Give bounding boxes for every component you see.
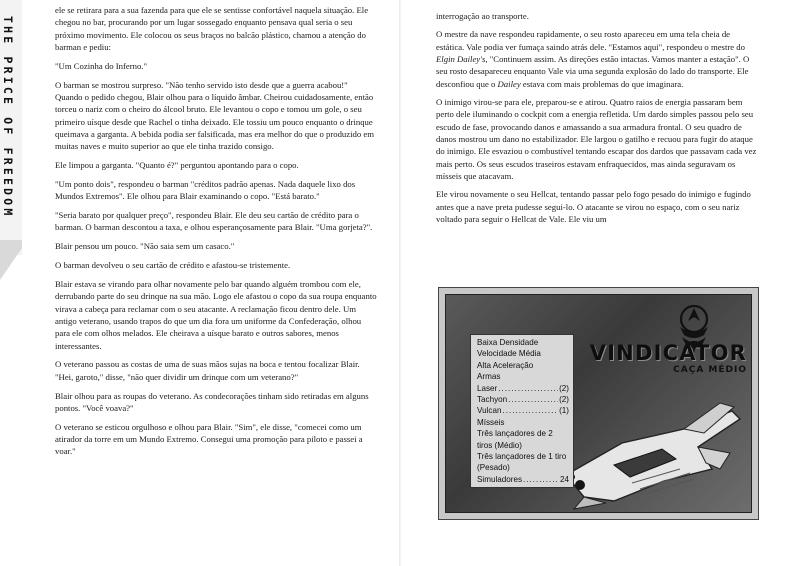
paragraph: Blair olhou para as roupas do veterano. As condecorações tinham sido retiradas em alguns pontos. "Você voava?" <box>55 390 369 413</box>
paragraph: interrogação ao transporte. <box>436 11 529 21</box>
weapon-name: Tachyon <box>477 395 508 405</box>
leader-dots <box>502 405 558 416</box>
leader-dots <box>498 383 558 394</box>
side-tab-wedge <box>0 240 22 280</box>
paragraph: O veterano passou as costas de uma de suas mãos sujas na boca e tentou focalizar Blair. "Hei, garoto," disse, "não quer dividir um drinque com um veterano?" <box>55 359 360 382</box>
ship-shape <box>566 403 740 509</box>
stat-item: Velocidade Média <box>477 349 541 359</box>
paragraph: Ele limpou a garganta. "Quanto é?" perguntou apontando para o copo. <box>55 160 299 171</box>
paragraph: O barman se mostrou surpreso. "Não tenho servido isto desde que a guerra acabou!" Quando o pedido chegou, Blair olhou para o líquido âmbar. Cheirou cuidadosamente, então torceu o nariz com o cheiro do álcool bruto. Ele levantou o copo e tomou um gole, o seu primeiro uísque desde que Rachel o tinha deixado. Ele tossiu um pouco enquanto o drinque queimava a garganta. A bebida podia ser falsificada, mas era melhor do que o produzido em muitas naves e muito superior ao que ele tinha trazido consigo. <box>55 79 374 152</box>
text-run: estava com mais problemas do que imaginara. <box>520 78 684 89</box>
weapon-name: Laser <box>477 383 498 393</box>
ship-name-title: VINDICATOR <box>589 341 747 365</box>
leader-dots <box>523 474 559 485</box>
weapon-row <box>477 405 569 416</box>
side-title-text: THE PRICE OF FREEDOM <box>1 16 15 219</box>
ship-spec-card <box>438 287 759 520</box>
text-run: O mestre da nave respondeu rapidamente, o seu rosto apareceu em uma tela cheia de estática. Vale podia ver fumaça saindo atrás dele. "Estamos aqui", respondeu o mestre do <box>436 29 745 52</box>
paragraph: O veterano se esticou orgulhoso e olhou para Blair. "Sim", ele disse, "comecei como um atirador da torre em um Mundo Extremo. Consegui uma promoção para piloto e passei a voar." <box>55 421 363 457</box>
left-page-text <box>55 4 377 464</box>
paragraph: "Um ponto dois", respondeu o barman "créditos padrão apenas. Nada daquele lixo dos Mundos Extremos". Ele olhou para Blair examinando o copo. "Está barato." <box>55 178 356 202</box>
paragraph: ele se retirara para a sua fazenda para que ele se sentisse confortável naquela situação. Ele chegou no bar, procurando por um lugar sossegado enquanto pensava qual seria o seu próximo movimento. Ele colocou os seus braços no balcão plástico, chamou a atenção do barman e pediu: <box>55 5 369 52</box>
missile-item: Três lançadores de 1 tiro (Pesado) <box>477 452 567 473</box>
side-title-tab <box>0 0 22 255</box>
weapon-name: Vulcan <box>477 406 502 416</box>
paragraph: "Um Cozinha do Inferno." <box>55 60 148 71</box>
simulators-label: Simuladores <box>477 474 522 484</box>
spec-card-panel <box>445 294 752 513</box>
ship-class-subtitle: CAÇA MÉDIO <box>673 365 747 375</box>
paragraph: Ele virou novamente o seu Hellcat, tentando passar pelo fogo pesado do inimigo e fugindo antes que a nave preta pudesse segui-lo. O atacante se virou no espaço, com o seu nariz voltado para seguir o Hellcat de Vale. Ele viu um <box>436 189 751 225</box>
paragraph: Blair pensou um pouco. "Não saia sem um casaco." <box>55 241 235 252</box>
weapon-qty: (1) <box>559 406 569 416</box>
paragraph <box>436 28 758 89</box>
leader-dots <box>508 394 558 405</box>
page-fold <box>399 0 401 566</box>
vindicator-fighter-illustration <box>544 373 750 513</box>
ship-name-italic: Dailey <box>497 78 521 89</box>
simulators-row <box>477 474 569 485</box>
missile-item: Três lançadores de 2 tiros (Médio) <box>477 429 553 450</box>
ship-stats-list <box>470 334 574 488</box>
right-page-text <box>436 10 758 232</box>
weapon-row <box>477 394 569 405</box>
weapons-heading: Armas <box>477 372 501 382</box>
simulators-value: 24 <box>559 474 569 484</box>
stat-item: Alta Aceleração <box>477 360 534 370</box>
ship-name-italic: Elgin Dailey's <box>436 54 486 65</box>
weapon-qty: (2) <box>559 383 569 393</box>
missiles-heading: Mísseis <box>477 417 505 427</box>
paragraph: Blair estava se virando para olhar novamente pelo bar quando alguém trombou com ele, derrubando parte do seu drinque na sua mão. Logo ele afastou o copo da sua roupa enquanto virava a cabeça para reclamar com o seu atacante. A reclamação ficou dentro dele. Um antigo veterano, usando trapos do que um dia fora um uniforme da Confederação, olhou para ele com olhos melados. Ele cheirava a uísque barato e outros sabores, menos interessantes. <box>55 279 377 351</box>
paragraph: "Seria barato por qualquer preço", respondeu Blair. Ele deu seu cartão de crédito para o barman. O barman descontou a taxa, e olhou esperançosamente para Blair. "Uma gorjeta?". <box>55 210 373 233</box>
text-run: , "Continuem assim. As direções estão intactas. Vamos manter a estação". O seu rosto desapareceu enquanto Vale via uma segunda explosão do lado do transporte. Ele desconfiou que o <box>436 54 750 89</box>
paragraph: O barman devolveu o seu cartão de crédito e afastou-se tristemente. <box>55 260 291 271</box>
weapon-row <box>477 383 569 394</box>
paragraph: O inimigo virou-se para ele, preparou-se e atirou. Quatro raios de energia passaram bem perto dele iluminando o cockpit com a energia refletida. Um dardo simples passou pelo seu escudo de fase, provocando danos e amassando a sua armadura frontal. O seu quadro de danos mostrou um dano no estabilizador. Ele largou o gatilho e recuou para fugir do ataque do inimigo. Ele esvaziou o combustível tentando escapar dos dardos que passavam cada vez mais perto. Os seus escudos traseiros estavam enfraquecidos, mas ainda seguravam os mísseis que atacavam. <box>436 97 757 181</box>
stat-item: Baixa Densidade <box>477 338 539 347</box>
weapon-qty: (2) <box>559 395 569 405</box>
